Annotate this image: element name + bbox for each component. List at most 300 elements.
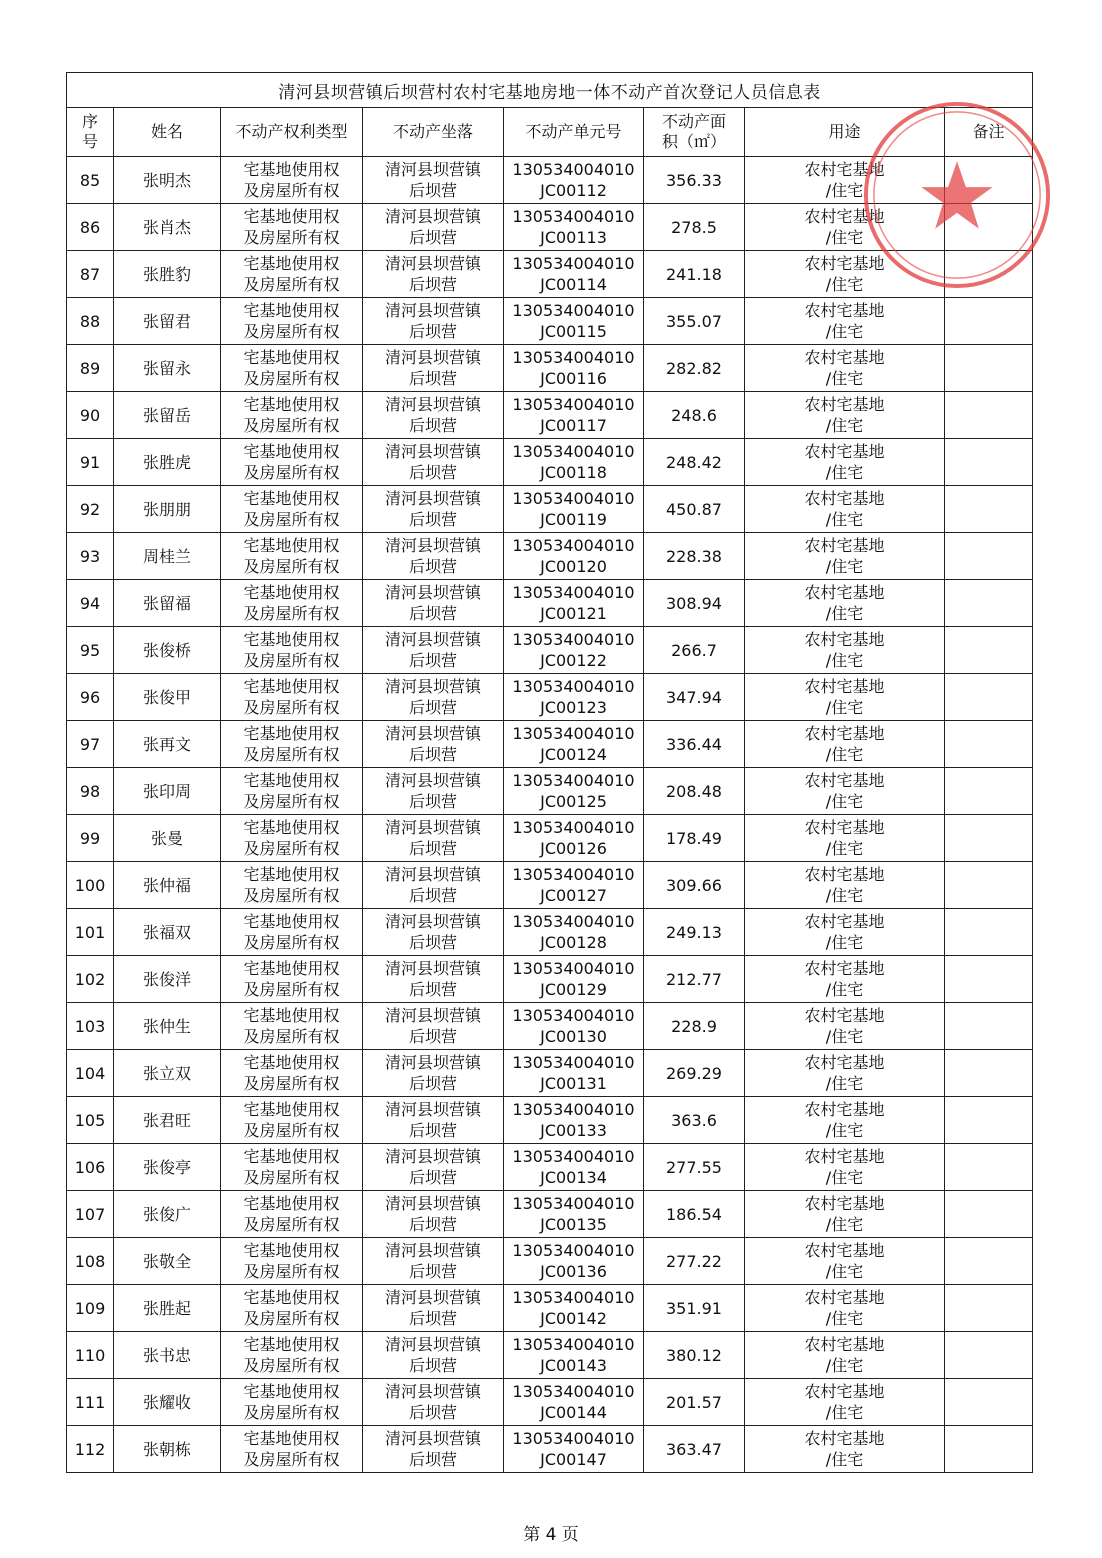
cell-use-line1: 农村宅基地: [804, 1429, 885, 1448]
cell-remark: [945, 345, 1033, 392]
table-row: [67, 1050, 1033, 1097]
cell-location-line1: 清河县坝营镇: [384, 818, 481, 837]
cell-location-line2: 后坝营: [408, 1450, 457, 1469]
cell-unit-no-line2: JC00113: [540, 228, 607, 247]
cell-unit-no: [504, 956, 644, 1003]
header-row: [67, 108, 1033, 157]
cell-use-line1: 农村宅基地: [804, 348, 885, 367]
table-title: 清河县坝营镇后坝营村农村宅基地房地一体不动产首次登记人员信息表: [67, 73, 1033, 108]
cell-area: 241.18: [644, 251, 745, 298]
cell-area: 201.57: [644, 1379, 745, 1426]
cell-name: 张福双: [114, 909, 221, 956]
cell-area: 347.94: [644, 674, 745, 721]
cell-seq: 100: [67, 862, 114, 909]
cell-remark: [945, 1050, 1033, 1097]
cell-use-line1: 农村宅基地: [804, 489, 885, 508]
cell-use-line1: 农村宅基地: [804, 1100, 885, 1119]
cell-location-line1: 清河县坝营镇: [384, 160, 481, 179]
cell-use: [745, 1003, 945, 1050]
cell-use-line2: /住宅: [825, 1027, 864, 1046]
cell-name: 张明杰: [114, 157, 221, 204]
cell-location-line2: 后坝营: [408, 228, 457, 247]
cell-unit-no: [504, 721, 644, 768]
cell-right-type-line1: 宅基地使用权: [243, 677, 340, 696]
cell-right-type: [221, 345, 363, 392]
cell-unit-no-line2: JC00122: [540, 651, 607, 670]
cell-location-line1: 清河县坝营镇: [384, 395, 481, 414]
cell-use-line2: /住宅: [825, 369, 864, 388]
cell-right-type-line2: 及房屋所有权: [243, 980, 340, 999]
cell-remark: [945, 1191, 1033, 1238]
cell-name: 张朝栋: [114, 1426, 221, 1473]
cell-location-line1: 清河县坝营镇: [384, 771, 481, 790]
cell-seq: 99: [67, 815, 114, 862]
cell-area: 212.77: [644, 956, 745, 1003]
cell-location-line1: 清河县坝营镇: [384, 724, 481, 743]
cell-right-type-line1: 宅基地使用权: [243, 1241, 340, 1260]
cell-right-type-line1: 宅基地使用权: [243, 1006, 340, 1025]
cell-unit-no-line2: JC00134: [540, 1168, 607, 1187]
cell-right-type-line2: 及房屋所有权: [243, 1309, 340, 1328]
cell-remark: [945, 157, 1033, 204]
cell-right-type: [221, 1379, 363, 1426]
cell-seq: 101: [67, 909, 114, 956]
cell-unit-no-line2: JC00114: [540, 275, 607, 294]
cell-location: [363, 909, 504, 956]
cell-use-line1: 农村宅基地: [804, 583, 885, 602]
cell-unit-no-line1: 130534004010: [512, 489, 635, 508]
cell-location-line2: 后坝营: [408, 322, 457, 341]
cell-unit-no: [504, 1426, 644, 1473]
cell-use: [745, 815, 945, 862]
cell-use-line2: /住宅: [825, 1262, 864, 1281]
cell-location: [363, 1332, 504, 1379]
cell-unit-no: [504, 1144, 644, 1191]
cell-unit-no-line2: JC00127: [540, 886, 607, 905]
cell-right-type: [221, 721, 363, 768]
cell-unit-no-line2: JC00125: [540, 792, 607, 811]
cell-use-line2: /住宅: [825, 933, 864, 952]
cell-location-line2: 后坝营: [408, 1215, 457, 1234]
cell-remark: [945, 1238, 1033, 1285]
table-row: [67, 1426, 1033, 1473]
cell-location-line1: 清河县坝营镇: [384, 583, 481, 602]
cell-location-line1: 清河县坝营镇: [384, 207, 481, 226]
page-number: 第 4 页: [523, 1525, 579, 1545]
cell-right-type-line2: 及房屋所有权: [243, 557, 340, 576]
cell-unit-no-line1: 130534004010: [512, 724, 635, 743]
cell-area: 277.55: [644, 1144, 745, 1191]
cell-unit-no-line2: JC00135: [540, 1215, 607, 1234]
cell-location: [363, 721, 504, 768]
cell-use-line1: 农村宅基地: [804, 959, 885, 978]
cell-seq: 110: [67, 1332, 114, 1379]
cell-name: 张印周: [114, 768, 221, 815]
cell-use-line1: 农村宅基地: [804, 630, 885, 649]
cell-location: [363, 392, 504, 439]
cell-area: 266.7: [644, 627, 745, 674]
cell-right-type-line1: 宅基地使用权: [243, 724, 340, 743]
cell-unit-no-line2: JC00117: [540, 416, 607, 435]
cell-use-line1: 农村宅基地: [804, 1147, 885, 1166]
cell-use: [745, 580, 945, 627]
cell-unit-no-line1: 130534004010: [512, 1382, 635, 1401]
cell-unit-no: [504, 1003, 644, 1050]
cell-location: [363, 1050, 504, 1097]
cell-unit-no-line1: 130534004010: [512, 1194, 635, 1213]
table-row: [67, 580, 1033, 627]
cell-seq: 88: [67, 298, 114, 345]
cell-use-line2: /住宅: [825, 886, 864, 905]
cell-name: 张留福: [114, 580, 221, 627]
cell-right-type: [221, 1285, 363, 1332]
cell-right-type: [221, 1144, 363, 1191]
cell-unit-no-line1: 130534004010: [512, 254, 635, 273]
cell-location-line2: 后坝营: [408, 839, 457, 858]
cell-right-type-line1: 宅基地使用权: [243, 630, 340, 649]
cell-use-line1: 农村宅基地: [804, 1194, 885, 1213]
cell-unit-no: [504, 204, 644, 251]
header-right-type: 不动产权利类型: [221, 108, 363, 157]
table-row: [67, 204, 1033, 251]
cell-remark: [945, 392, 1033, 439]
cell-seq: 111: [67, 1379, 114, 1426]
cell-use-line2: /住宅: [825, 1356, 864, 1375]
cell-area: 363.6: [644, 1097, 745, 1144]
cell-use: [745, 345, 945, 392]
cell-location: [363, 1097, 504, 1144]
cell-unit-no-line1: 130534004010: [512, 1100, 635, 1119]
cell-name: 张曼: [114, 815, 221, 862]
table-row: [67, 298, 1033, 345]
cell-unit-no: [504, 1097, 644, 1144]
cell-right-type-line1: 宅基地使用权: [243, 1194, 340, 1213]
cell-unit-no: [504, 1238, 644, 1285]
cell-use-line1: 农村宅基地: [804, 1335, 885, 1354]
table-row: [67, 1097, 1033, 1144]
cell-unit-no-line2: JC00123: [540, 698, 607, 717]
cell-use: [745, 251, 945, 298]
cell-seq: 109: [67, 1285, 114, 1332]
cell-right-type: [221, 1003, 363, 1050]
cell-location-line1: 清河县坝营镇: [384, 1335, 481, 1354]
cell-area: 269.29: [644, 1050, 745, 1097]
cell-remark: [945, 862, 1033, 909]
cell-remark: [945, 956, 1033, 1003]
cell-remark: [945, 768, 1033, 815]
cell-right-type-line2: 及房屋所有权: [243, 416, 340, 435]
cell-unit-no: [504, 439, 644, 486]
cell-unit-no-line1: 130534004010: [512, 207, 635, 226]
cell-unit-no-line1: 130534004010: [512, 1147, 635, 1166]
cell-name: 张仲生: [114, 1003, 221, 1050]
table-row: [67, 1238, 1033, 1285]
table-row: [67, 1285, 1033, 1332]
cell-unit-no: [504, 1379, 644, 1426]
cell-right-type-line2: 及房屋所有权: [243, 275, 340, 294]
cell-seq: 86: [67, 204, 114, 251]
cell-right-type-line1: 宅基地使用权: [243, 348, 340, 367]
cell-use: [745, 862, 945, 909]
cell-use: [745, 1238, 945, 1285]
cell-seq: 106: [67, 1144, 114, 1191]
cell-right-type: [221, 674, 363, 721]
cell-area: 380.12: [644, 1332, 745, 1379]
cell-right-type-line1: 宅基地使用权: [243, 818, 340, 837]
cell-unit-no-line2: JC00124: [540, 745, 607, 764]
cell-use-line2: /住宅: [825, 745, 864, 764]
cell-unit-no: [504, 580, 644, 627]
cell-right-type: [221, 909, 363, 956]
cell-remark: [945, 1144, 1033, 1191]
cell-right-type-line2: 及房屋所有权: [243, 604, 340, 623]
cell-location-line1: 清河县坝营镇: [384, 1194, 481, 1213]
cell-seq: 93: [67, 533, 114, 580]
cell-right-type-line2: 及房屋所有权: [243, 1215, 340, 1234]
cell-unit-no: [504, 486, 644, 533]
cell-location: [363, 627, 504, 674]
cell-unit-no-line2: JC00121: [540, 604, 607, 623]
cell-location-line1: 清河县坝营镇: [384, 301, 481, 320]
cell-location-line1: 清河县坝营镇: [384, 489, 481, 508]
cell-seq: 90: [67, 392, 114, 439]
cell-right-type-line1: 宅基地使用权: [243, 301, 340, 320]
cell-use: [745, 204, 945, 251]
table-row: [67, 392, 1033, 439]
cell-use-line1: 农村宅基地: [804, 865, 885, 884]
cell-remark: [945, 439, 1033, 486]
cell-location-line1: 清河县坝营镇: [384, 1241, 481, 1260]
cell-use: [745, 721, 945, 768]
table-row: [67, 1144, 1033, 1191]
cell-remark: [945, 580, 1033, 627]
header-area: [644, 108, 745, 157]
cell-location-line2: 后坝营: [408, 1356, 457, 1375]
cell-right-type-line2: 及房屋所有权: [243, 698, 340, 717]
cell-use: [745, 298, 945, 345]
cell-name: 张仲福: [114, 862, 221, 909]
cell-location-line1: 清河县坝营镇: [384, 348, 481, 367]
cell-name: 张胜虎: [114, 439, 221, 486]
cell-seq: 87: [67, 251, 114, 298]
cell-right-type-line1: 宅基地使用权: [243, 959, 340, 978]
cell-right-type-line2: 及房屋所有权: [243, 181, 340, 200]
cell-use: [745, 439, 945, 486]
cell-unit-no-line2: JC00131: [540, 1074, 607, 1093]
cell-right-type-line2: 及房屋所有权: [243, 322, 340, 341]
cell-right-type-line1: 宅基地使用权: [243, 1429, 340, 1448]
table-row: [67, 862, 1033, 909]
cell-location: [363, 956, 504, 1003]
cell-name: 张留岳: [114, 392, 221, 439]
cell-unit-no-line1: 130534004010: [512, 1335, 635, 1354]
cell-name: 张胜起: [114, 1285, 221, 1332]
cell-use-line2: /住宅: [825, 651, 864, 670]
cell-use-line2: /住宅: [825, 557, 864, 576]
cell-location-line1: 清河县坝营镇: [384, 1429, 481, 1448]
cell-name: 张俊甲: [114, 674, 221, 721]
cell-area: 355.07: [644, 298, 745, 345]
table-row: [67, 721, 1033, 768]
cell-location: [363, 533, 504, 580]
cell-area: 336.44: [644, 721, 745, 768]
cell-use-line2: /住宅: [825, 463, 864, 482]
cell-name: 张耀收: [114, 1379, 221, 1426]
table-row: [67, 345, 1033, 392]
cell-right-type-line1: 宅基地使用权: [243, 536, 340, 555]
cell-use-line2: /住宅: [825, 1403, 864, 1422]
cell-seq: 96: [67, 674, 114, 721]
cell-right-type-line1: 宅基地使用权: [243, 1100, 340, 1119]
cell-location: [363, 251, 504, 298]
table-row: [67, 439, 1033, 486]
table-row: [67, 956, 1033, 1003]
cell-unit-no-line2: JC00147: [540, 1450, 607, 1469]
cell-name: 张留君: [114, 298, 221, 345]
table-row: [67, 1379, 1033, 1426]
cell-location-line2: 后坝营: [408, 275, 457, 294]
cell-right-type: [221, 204, 363, 251]
cell-remark: [945, 627, 1033, 674]
cell-unit-no-line1: 130534004010: [512, 395, 635, 414]
cell-right-type: [221, 1238, 363, 1285]
cell-unit-no-line1: 130534004010: [512, 1288, 635, 1307]
cell-location-line2: 后坝营: [408, 651, 457, 670]
cell-use: [745, 1426, 945, 1473]
cell-unit-no: [504, 862, 644, 909]
cell-use-line1: 农村宅基地: [804, 912, 885, 931]
cell-use-line2: /住宅: [825, 228, 864, 247]
cell-area: 248.42: [644, 439, 745, 486]
cell-use-line2: /住宅: [825, 1450, 864, 1469]
cell-unit-no-line2: JC00126: [540, 839, 607, 858]
cell-right-type-line2: 及房屋所有权: [243, 1074, 340, 1093]
cell-unit-no-line2: JC00144: [540, 1403, 607, 1422]
cell-right-type-line2: 及房屋所有权: [243, 510, 340, 529]
cell-right-type: [221, 580, 363, 627]
cell-seq: 112: [67, 1426, 114, 1473]
cell-name: 张立双: [114, 1050, 221, 1097]
cell-area: 308.94: [644, 580, 745, 627]
cell-right-type: [221, 533, 363, 580]
cell-seq: 103: [67, 1003, 114, 1050]
header-name: 姓名: [114, 108, 221, 157]
cell-unit-no-line1: 130534004010: [512, 959, 635, 978]
cell-location-line2: 后坝营: [408, 1074, 457, 1093]
cell-right-type: [221, 1191, 363, 1238]
cell-unit-no-line1: 130534004010: [512, 348, 635, 367]
cell-right-type: [221, 157, 363, 204]
cell-location: [363, 674, 504, 721]
cell-location: [363, 768, 504, 815]
header-remark: 备注: [945, 108, 1033, 157]
cell-remark: [945, 533, 1033, 580]
cell-right-type-line1: 宅基地使用权: [243, 583, 340, 602]
cell-unit-no-line2: JC00116: [540, 369, 607, 388]
cell-use: [745, 768, 945, 815]
cell-use-line2: /住宅: [825, 1168, 864, 1187]
cell-location-line1: 清河县坝营镇: [384, 1006, 481, 1025]
cell-location: [363, 345, 504, 392]
cell-use-line2: /住宅: [825, 1215, 864, 1234]
cell-unit-no-line1: 130534004010: [512, 818, 635, 837]
cell-right-type: [221, 298, 363, 345]
cell-location-line1: 清河县坝营镇: [384, 1147, 481, 1166]
cell-unit-no: [504, 768, 644, 815]
cell-use: [745, 486, 945, 533]
cell-right-type-line1: 宅基地使用权: [243, 1382, 340, 1401]
cell-unit-no-line2: JC00142: [540, 1309, 607, 1328]
cell-remark: [945, 721, 1033, 768]
cell-location-line2: 后坝营: [408, 416, 457, 435]
cell-right-type: [221, 1050, 363, 1097]
cell-right-type-line1: 宅基地使用权: [243, 865, 340, 884]
cell-unit-no: [504, 1050, 644, 1097]
cell-use-line1: 农村宅基地: [804, 724, 885, 743]
cell-location-line2: 后坝营: [408, 745, 457, 764]
cell-location: [363, 204, 504, 251]
cell-remark: [945, 251, 1033, 298]
cell-unit-no-line1: 130534004010: [512, 1053, 635, 1072]
registration-table: [66, 72, 1033, 1473]
cell-right-type: [221, 1426, 363, 1473]
cell-use-line2: /住宅: [825, 416, 864, 435]
cell-area: 186.54: [644, 1191, 745, 1238]
cell-use: [745, 157, 945, 204]
cell-use-line2: /住宅: [825, 698, 864, 717]
cell-right-type: [221, 486, 363, 533]
cell-location-line1: 清河县坝营镇: [384, 912, 481, 931]
cell-area: 278.5: [644, 204, 745, 251]
table-row: [67, 251, 1033, 298]
cell-seq: 95: [67, 627, 114, 674]
cell-right-type: [221, 768, 363, 815]
cell-use-line1: 农村宅基地: [804, 536, 885, 555]
cell-unit-no-line1: 130534004010: [512, 583, 635, 602]
cell-location-line2: 后坝营: [408, 1168, 457, 1187]
cell-use: [745, 1097, 945, 1144]
cell-use-line1: 农村宅基地: [804, 1288, 885, 1307]
cell-remark: [945, 486, 1033, 533]
cell-right-type-line2: 及房屋所有权: [243, 933, 340, 952]
cell-right-type-line1: 宅基地使用权: [243, 771, 340, 790]
cell-location: [363, 862, 504, 909]
table-row: [67, 1003, 1033, 1050]
header-area-line1: 不动产面: [661, 112, 726, 131]
cell-unit-no-line1: 130534004010: [512, 301, 635, 320]
cell-unit-no-line1: 130534004010: [512, 1241, 635, 1260]
cell-right-type-line1: 宅基地使用权: [243, 1053, 340, 1072]
cell-use: [745, 909, 945, 956]
registration-sheet: [66, 72, 1032, 1473]
cell-use: [745, 1379, 945, 1426]
cell-unit-no: [504, 1332, 644, 1379]
cell-unit-no: [504, 1285, 644, 1332]
header-unit-no: 不动产单元号: [504, 108, 644, 157]
cell-use-line1: 农村宅基地: [804, 1241, 885, 1260]
cell-area: 351.91: [644, 1285, 745, 1332]
cell-location: [363, 1285, 504, 1332]
cell-area: 309.66: [644, 862, 745, 909]
cell-use-line1: 农村宅基地: [804, 301, 885, 320]
cell-location-line1: 清河县坝营镇: [384, 677, 481, 696]
cell-right-type-line1: 宅基地使用权: [243, 442, 340, 461]
cell-unit-no-line1: 130534004010: [512, 1006, 635, 1025]
cell-area: 282.82: [644, 345, 745, 392]
cell-location-line1: 清河县坝营镇: [384, 1382, 481, 1401]
table-row: [67, 157, 1033, 204]
cell-location: [363, 157, 504, 204]
